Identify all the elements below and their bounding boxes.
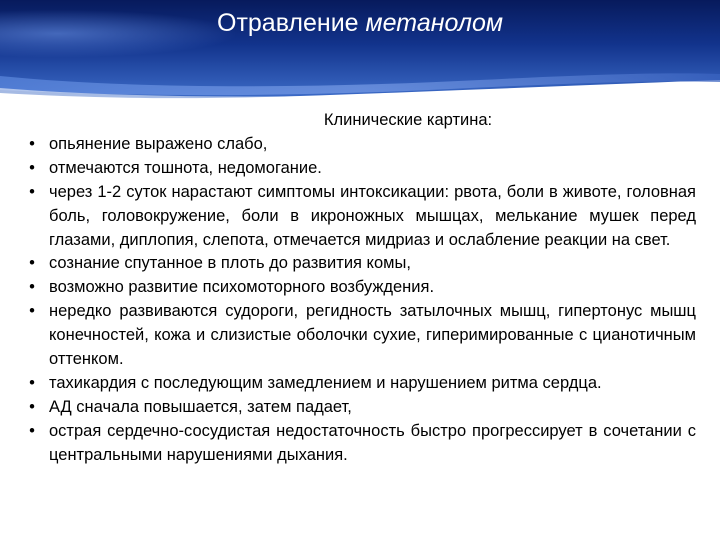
bullet-icon: • (29, 421, 35, 440)
slide-header (0, 0, 720, 112)
list-item (24, 396, 696, 420)
list-item (24, 252, 696, 276)
bullet-icon: • (29, 158, 35, 177)
bullet-icon: • (29, 278, 35, 297)
list-item-text: тахикардия с последующим замедлением и нарушением ритма сердца. (49, 373, 602, 392)
list-item-text: острая сердечно-сосудистая недостаточность быстро прогрессирует в сочетании с центральными нарушениями дыхания. (49, 421, 696, 464)
list-item (24, 157, 696, 181)
list-item-text: возможно развитие психомоторного возбуждения. (49, 278, 435, 297)
list-item (24, 300, 696, 372)
list-item (24, 181, 696, 253)
slide-content (24, 109, 696, 468)
list-item-text: нередко развиваются судороги, регидность затылочных мышц, гипертонус мышц конечностей, кожа и слизистые оболочки сухие, гиперимированные с цианотичным оттенком. (49, 302, 696, 369)
bullet-icon: • (29, 373, 35, 392)
list-item-text: опьянение выражено слабо, (49, 134, 268, 153)
list-item-text: сознание спутанное в плоть до развития комы, (49, 254, 411, 273)
bullet-icon: • (29, 302, 35, 321)
title-plain: Отравление (217, 9, 359, 37)
subtitle: Клинические картина: (323, 111, 493, 129)
list-item-text: через 1-2 суток нарастают симптомы интоксикации: рвота, боли в животе, головная боль, головокружение, боли в икроножных мышцах, мелькание мушек перед глазами, диплопия, слепота, отмечается мидриаз и ослабление реакции на свет. (49, 182, 696, 249)
bullet-icon: • (29, 134, 35, 153)
bullet-list (24, 133, 696, 468)
list-item (24, 372, 696, 396)
list-item (24, 420, 696, 468)
bullet-icon: • (29, 254, 35, 273)
bullet-icon: • (29, 182, 35, 201)
list-item-text: отмечаются тошнота, недомогание. (49, 158, 322, 177)
list-item (24, 133, 696, 157)
title-italic: метанолом (365, 9, 503, 37)
page-title (0, 6, 720, 40)
list-item (24, 276, 696, 300)
list-item-text: АД сначала повышается, затем падает, (49, 397, 352, 416)
bullet-icon: • (29, 397, 35, 416)
